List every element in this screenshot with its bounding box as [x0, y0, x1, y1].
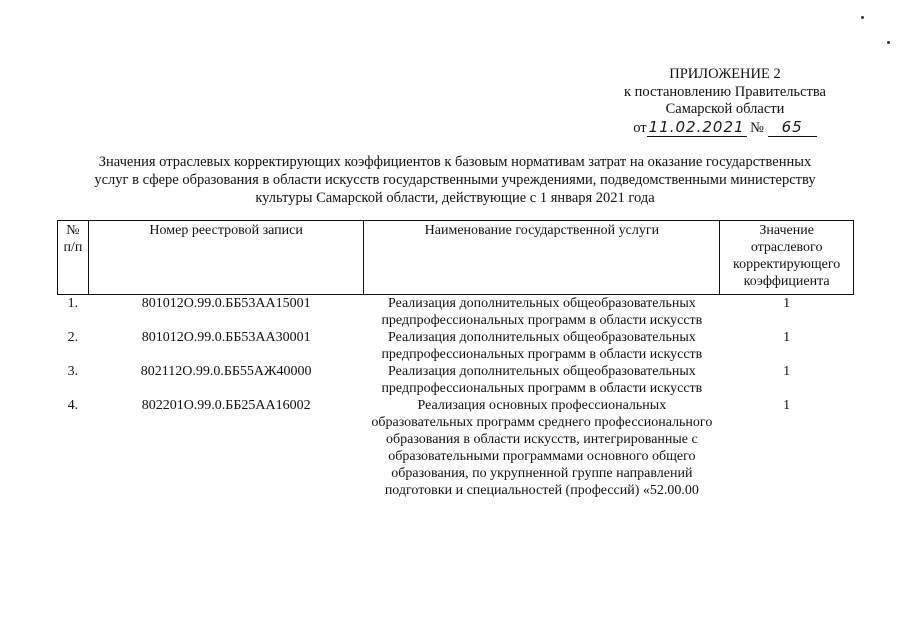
- document-title-line-3: культуры Самарской области, действующие с 1 января 2021 года: [255, 190, 655, 206]
- row-registry: 802201О.99.0.ББ25АА16002: [141, 398, 311, 413]
- decree-date: 11.02.2021: [648, 117, 745, 136]
- table-row: [58, 295, 854, 330]
- document-title: [40, 153, 870, 207]
- row-registry: 802112О.99.0.ББ55АЖ40000: [140, 364, 312, 379]
- table-row: [58, 363, 854, 397]
- row-service: Реализация дополнительных общеобразовательных предпрофессиональных программ в области искусств: [381, 330, 703, 362]
- number-sign: №: [750, 119, 765, 136]
- table-header-row: [58, 221, 854, 295]
- header-num: № п/п: [58, 221, 89, 295]
- row-num: 4.: [67, 398, 79, 413]
- document-title-line-2: услуг в сфере образования в области искусств государственными учреждениями, подведомственными министерству: [94, 172, 816, 188]
- row-service: Реализация основных профессиональных образовательных программ среднего профессионального образования в области искусств, интегрированные с образовательными программами основного общего образования, по укрупненной группе направлений подготовки и специальностей (профессий) «52.00.00: [371, 398, 713, 498]
- row-service: Реализация дополнительных общеобразовательных предпрофессиональных программ в области искусств: [381, 364, 703, 396]
- decree-date-number: [560, 119, 890, 138]
- header-registry: Номер реестровой записи: [88, 221, 364, 295]
- date-prefix: от: [633, 119, 647, 136]
- row-value: 1: [783, 398, 791, 413]
- header-value: Значение отраслевого корректирующего коэффициента: [720, 221, 854, 295]
- appendix-region-line: Самарской области: [665, 101, 785, 117]
- scan-speck-top: [861, 16, 864, 19]
- document-title-line-1: Значения отраслевых корректирующих коэффициентов к базовым нормативам затрат на оказание государственных: [98, 154, 812, 170]
- appendix-header: [560, 66, 890, 137]
- appendix-title: ПРИЛОЖЕНИЕ 2: [669, 66, 781, 82]
- row-registry: 801012О.99.0.ББ53АА15001: [141, 296, 311, 311]
- row-num: 1.: [67, 296, 79, 311]
- appendix-decree-line: к постановлению Правительства: [624, 83, 826, 100]
- row-service: Реализация дополнительных общеобразовательных предпрофессиональных программ в области искусств: [381, 296, 703, 328]
- row-num: 2.: [67, 330, 79, 345]
- row-value: 1: [783, 296, 791, 311]
- row-value: 1: [783, 330, 791, 345]
- scan-speck-right: [887, 41, 890, 44]
- table-row: [58, 397, 854, 499]
- row-value: 1: [783, 364, 791, 379]
- table-row: [58, 329, 854, 363]
- header-service: Наименование государственной услуги: [364, 221, 720, 295]
- decree-number: 65: [768, 118, 817, 137]
- coefficients-table: [57, 220, 854, 499]
- row-num: 3.: [67, 364, 79, 379]
- row-registry: 801012О.99.0.ББ53АА30001: [141, 330, 311, 345]
